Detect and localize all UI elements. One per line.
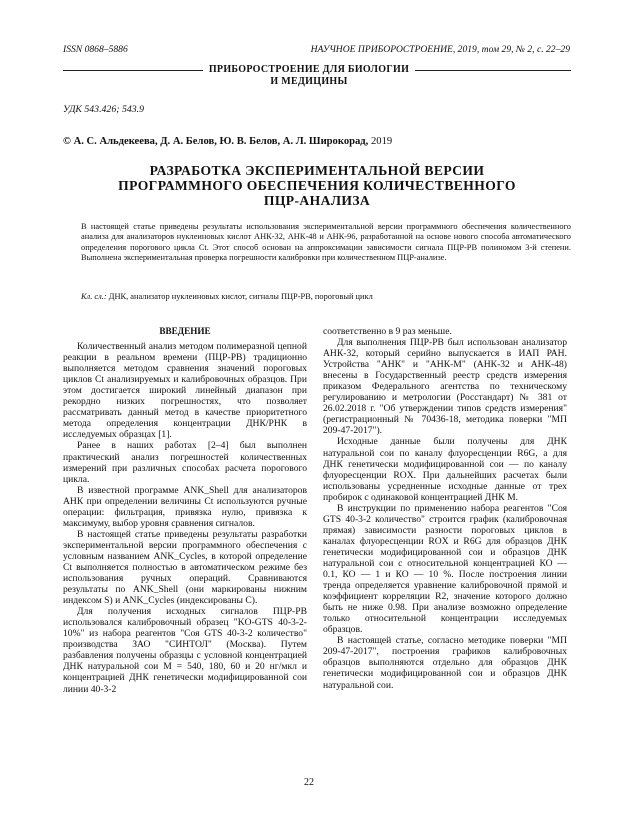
publication-year: 2019 [370, 136, 393, 147]
paragraph: Ранее в наших работах [2–4] был выполнен практический анализ погрешностей количественных измерений при различных способах расчета порогового цикла. [63, 440, 307, 485]
right-column [323, 326, 567, 691]
keywords-text: ДНК, анализатор нуклеиновых кислот, сигналы ПЦР-РВ, пороговый цикл [108, 292, 373, 301]
udk-code: УДК 543.426; 543.9 [63, 104, 144, 115]
paragraph: Исходные данные были получены для ДНК натуральной сои по каналу флуоресценции R6G, а для ДНК генетически модифицированной сои — по каналу флуоресценции ROX. При дальнейших расчетах были использованы усредненные исходные данные от трех пробирок с одинаковой концентрацией ДНК M. [323, 436, 567, 503]
section-heading-line1: ПРИБОРОСТРОЕНИЕ ДЛЯ БИОЛОГИИ [203, 64, 415, 76]
title-line-1: РАЗРАБОТКА ЭКСПЕРИМЕНТАЛЬНОЙ ВЕРСИИ [149, 163, 485, 178]
paragraph: Количественный анализ методом полимеразной цепной реакции в реальном времени (ПЦР-РВ) традиционно выполняется методом сравнения значений пороговых циклов Ct анализируемых и калибровочных образцов. При этом достигается широкий линейный диапазон при рекордно низких погрешностях, что позволяет рассматривать данный метод в качестве приоритетного метода определения концентрации ДНК/РНК в исследуемых образцах [1]. [63, 341, 307, 441]
introduction-heading: ВВЕДЕНИЕ [159, 326, 211, 336]
section-heading [0, 64, 618, 88]
keywords-label: Кл. сл.: [81, 292, 107, 301]
page-number: 22 [304, 777, 314, 788]
title-line-3: ПЦР-АНАЛИЗА [263, 193, 371, 208]
article-title [63, 163, 571, 208]
paragraph: Для выполнения ПЦР-РВ был использован анализатор АНК-32, который серийно выпускается в ИАП РАН. Устройства "АНК" и "АНК-М" (АНК-32 и АНК-48) внесены в Государственный реестр средств измерения приказом Федерального агентства по техническому регулированию и метрологии (Росстандарт) № 381 от 26.02.2018 г. "Об утверждении типов средств измерения" (регистрационный № 70436-18, методика поверки "МП 209-47-2017"). [323, 337, 567, 437]
abstract: В настоящей статье приведены результаты использования экспериментальной версии программного обеспечения количественного анализа для анализаторов нуклеиновых кислот АНК-32, АНК-48 и АНК-96, разработанной на основе нового способа автоматического определения порогового цикла Ct. Этот способ основан на аппроксимации зависимости сигнала ПЦР-РВ полиномом 3-й степени. Выполнена экспериментальная проверка погрешности калибровки при количественном ПЦР-анализе. [81, 222, 571, 263]
authors [63, 136, 392, 147]
title-line-2: ПРОГРАММНОГО ОБЕСПЕЧЕНИЯ КОЛИЧЕСТВЕННОГО [118, 178, 516, 193]
paragraph: В инструкции по применению набора реагентов "Соя GTS 40-3-2 количество" строится график (калибровочная прямая) зависимости разности пороговых циклов в каналах флуоресценции ROX и R6G для образцов ДНК генетически модифицированной сои и образцов ДНК натуральной сои с относительной концентрацией КО — 0.1, КО — 1 и КО — 10 %. После построения линии тренда определяется уравнение калибровочной прямой и коэффициент корреляции R2, значение которого должно быть не ниже 0.98. При анализе возможно определение только относительной концентрации исследуемых образцов. [323, 502, 567, 636]
paragraph-continued: соответственно в 9 раз меньше. [323, 326, 452, 337]
section-heading-line2: И МЕДИЦИНЫ [270, 76, 348, 87]
paragraph: Для получения исходных сигналов ПЦР-РВ использовался калибровочный образец "KO-GTS 40-3-2-10%" из набора реагентов "Соя GTS 40-3-2 количество" производства ЗАО "СИНТОЛ" (Москва). Путем разбавления получены образцы с условной концентрацией ДНК натуральной сои M = 540, 180, 60 и 20 нг/мкл и концентрацией ДНК генетически модифицированной сои линии 40-3-2 [63, 606, 307, 695]
left-column [63, 326, 307, 695]
paragraph: В настоящей статье, согласно методике поверки "МП 209-47-2017", построения графиков калибровочных образцов выполняются отдельно для образцов ДНК генетически модифицированной сои и образцов ДНК натуральной сои. [323, 635, 567, 691]
issn: ISSN 0868–5886 [63, 44, 128, 55]
paragraph: В настоящей статье приведены результаты разработки экспериментальной версии программного обеспечения с условным названием ANK_Cycles, в которой определение Ct выполняется полностью в автоматическом режиме без использования ручных операций. Сравниваются результаты по ANK_Shell (они маркированы нижним индексом S) и ANK_Cycles (индексированы C). [63, 528, 307, 607]
keywords [81, 292, 571, 302]
journal-reference: НАУЧНОЕ ПРИБОРОСТРОЕНИЕ, 2019, том 29, № 2, с. 22–29 [310, 44, 570, 55]
author-names: © А. С. Альдекеева, Д. А. Белов, Ю. В. Белов, А. Л. Широкорад, [63, 136, 369, 147]
paragraph: В известной программе ANK_Shell для анализаторов АНК при определении величины Ct используются ручные операции: фильтрация, привязка нулю, привязка к максимуму, выбор уровня сравнения сигналов. [63, 484, 307, 529]
